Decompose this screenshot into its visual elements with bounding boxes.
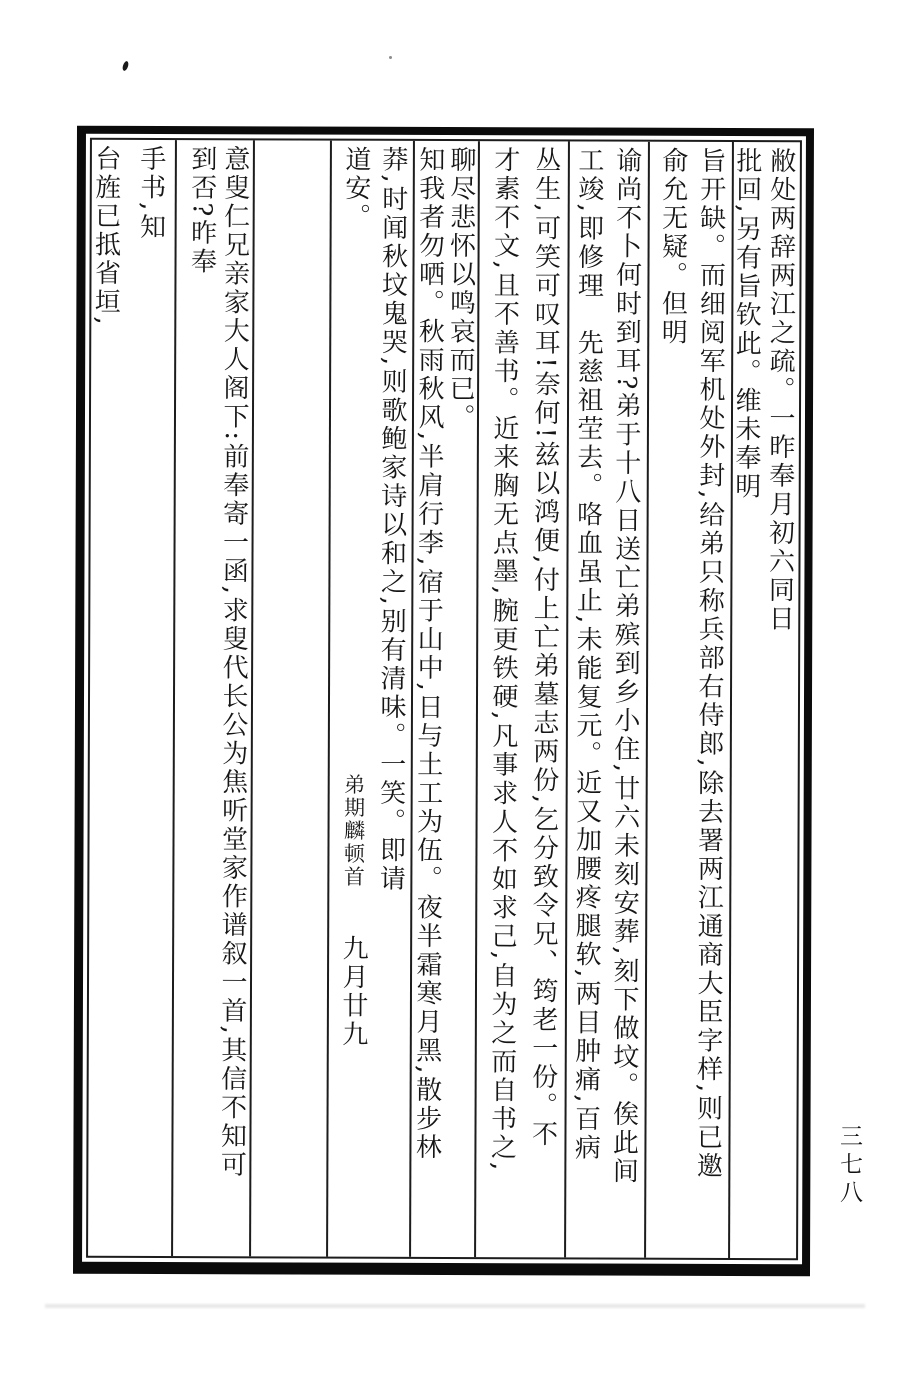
column-pair-cell-8: [171, 140, 253, 1256]
text-frame-border: [73, 126, 814, 1277]
column-pair-cell-1: [728, 142, 800, 1258]
letter-column-9: 聊尽悲怀以鸣哀而已。: [444, 146, 476, 433]
letter-column-3: 旨开缺。而细阅军机处外封,给弟只称兵部右侍郎,除去署两江通商大臣字样,则已邀: [692, 146, 726, 1181]
closing-salutation: 道安。: [340, 145, 371, 232]
empty-cell: [249, 140, 330, 1256]
ink-speck: [122, 60, 130, 71]
letter-column-1: 敝处两辞两江之疏。一昨奉月初六同日: [764, 147, 796, 634]
letter-column-5: 谕尚不卜何时到耳?弟于十八日送亡弟殡到乡小住,廿六未刻安葬,刻下做坟。俟此间: [608, 146, 642, 1186]
letter-column-14: 到否?昨奉: [186, 145, 217, 277]
text-frame-inner: [86, 138, 802, 1260]
letter-column-10: 知我者勿哂。秋雨秋风,半肩行李,宿于山中,日与土工为伍。夜半霜寒月黑,散步林: [411, 145, 445, 1162]
ink-speck: [389, 56, 392, 59]
letter-column-7: 丛生,可笑可叹耳!奈何!兹以鸿便,付上亡弟墓志两份,乞分致令兄、筠老一份。不: [527, 146, 561, 1149]
column-pair-cell-6: [326, 141, 413, 1257]
letter-column-16: 台旌已抵省垣,: [90, 144, 121, 328]
column-pair-cell-9: [88, 140, 175, 1256]
letter-column-13: 意叟仁兄亲家大人阁下:前奉寄一函,求叟代长公为焦听堂家作谱叙一首,其信不知可: [216, 145, 250, 1180]
letter-column-15: 手书,知: [135, 144, 166, 242]
column-pair-cell-3: [564, 141, 648, 1257]
letter-column-8: 才素不文,且不善书。近来胸无点墨,腕更铁硬,凡事求人不如求己,自为之而自书之,: [486, 146, 520, 1173]
letter-column-6: 工竣,即修理 先慈祖茔去。咯血虽止,未能复元。近又加腰疼腿软,两目肿痛,百病: [570, 146, 604, 1163]
column-pair-cell-5: [409, 141, 478, 1257]
vertical-gap: [352, 888, 354, 934]
letter-date: 九月廿九: [337, 934, 369, 1049]
letter-column-4: 俞允无疑。但明: [657, 146, 688, 348]
letter-column-11: 莽,时闻秋坟鬼哭,则歌鲍家诗以和之,别有清味。一笑。即请: [375, 145, 408, 894]
folio-number: 三七八: [836, 1124, 862, 1208]
signature: 弟期麟顿首: [341, 773, 366, 889]
letter-column-2: 批回,另有旨钦此。维未奉明: [730, 147, 762, 502]
column-pair-cell-4: [474, 141, 568, 1257]
vertical-gap: [353, 231, 357, 773]
scan-artifact-band: [45, 1304, 865, 1308]
column-pair-cell-2: [644, 142, 732, 1258]
signoff-column: [333, 146, 374, 1257]
